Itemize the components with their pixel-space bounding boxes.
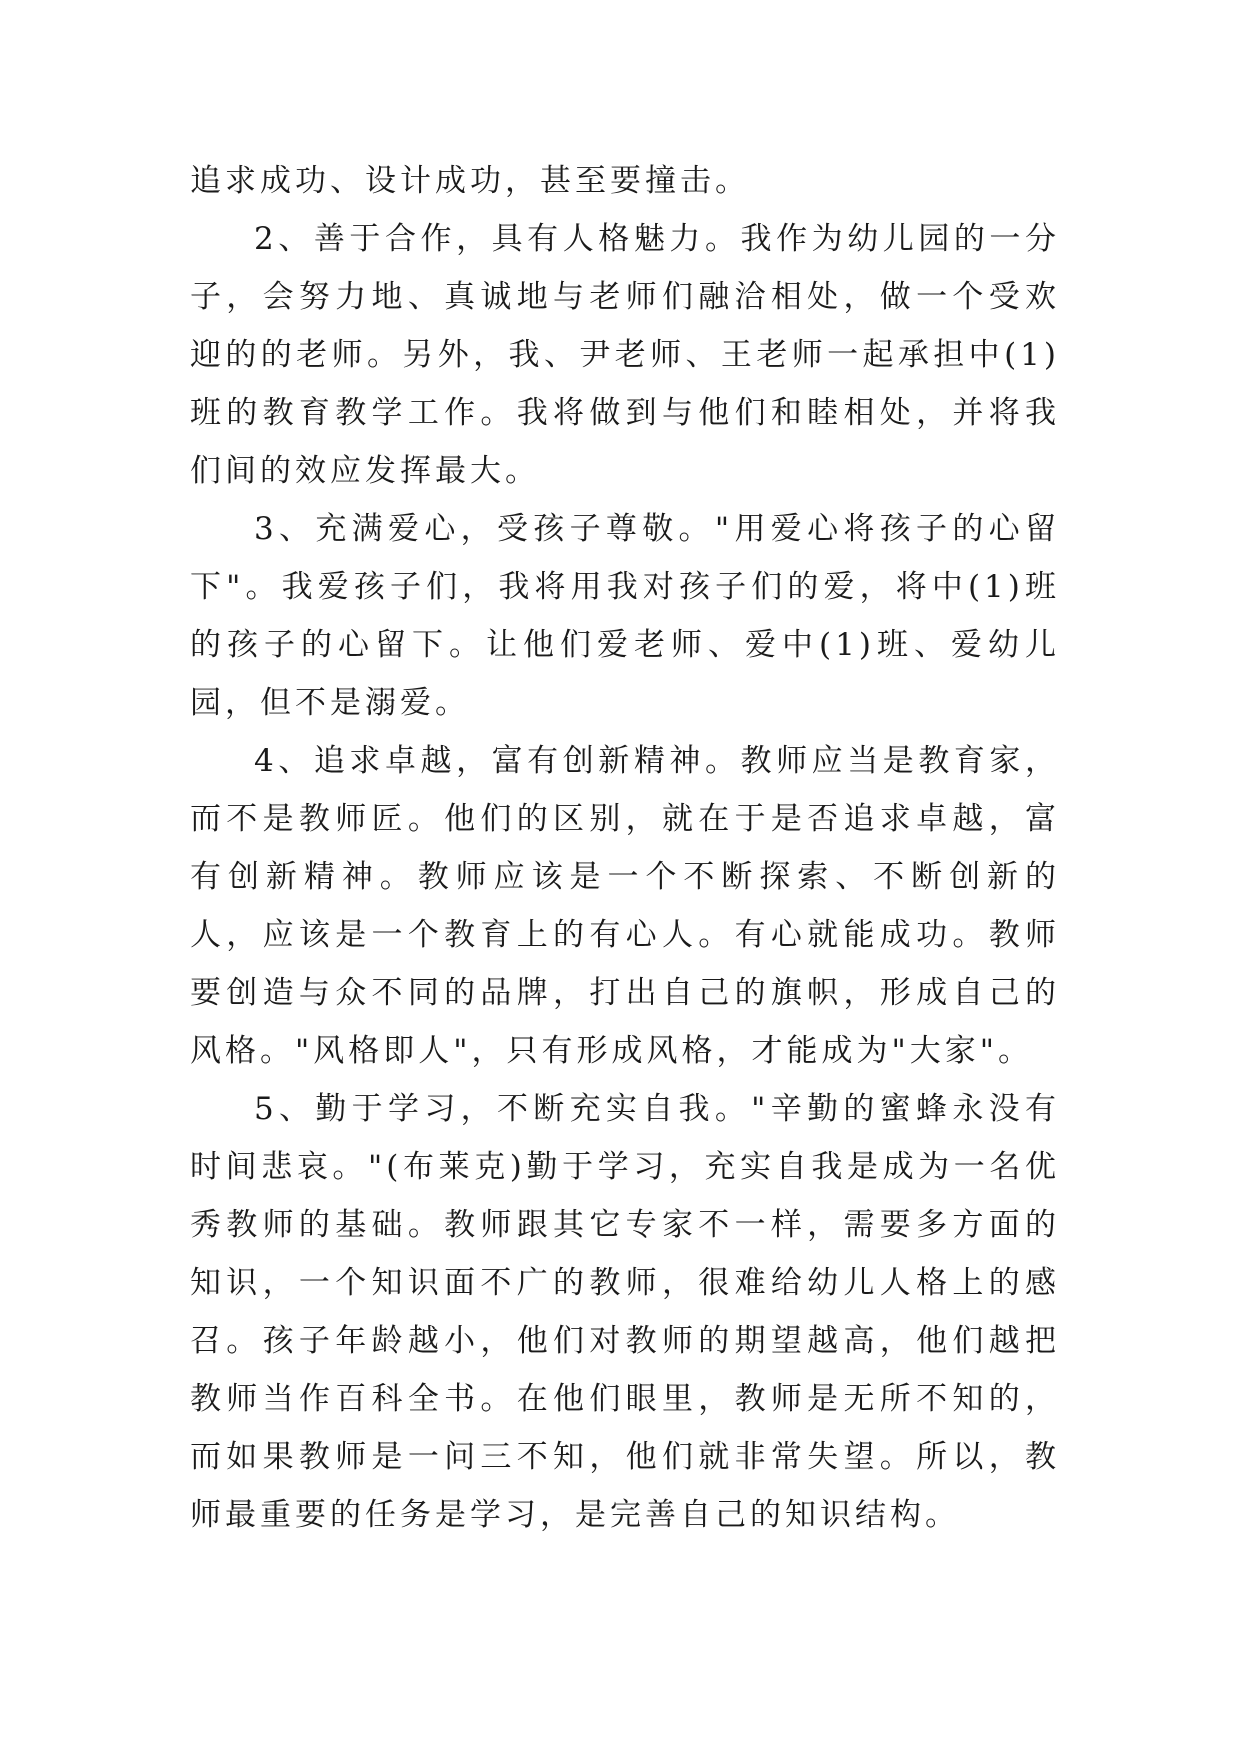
paragraph-innovation: 4、追求卓越，富有创新精神。教师应当是教育家，而不是教师匠。他们的区别，就在于是否追求卓越，富有创新精神。教师应该是一个不断探索、不断创新的人，应该是一个教育上的有心人。有心就能成功。教师要创造与众不同的品牌，打出自己的旗帜，形成自己的风格。"风格即人"，只有形成风格，才能成为"大家"。 (190, 743, 1060, 1069)
document-body (190, 152, 1060, 1544)
paragraph-love: 3、充满爱心，受孩子尊敬。"用爱心将孩子的心留下"。我爱孩子们，我将用我对孩子们的爱，将中(1)班的孩子的心留下。让他们爱老师、爱中(1)班、爱幼儿园，但不是溺爱。 (190, 511, 1060, 721)
paragraph-cooperation: 2、善于合作，具有人格魅力。我作为幼儿园的一分子，会努力地、真诚地与老师们融洽相处，做一个受欢迎的的老师。另外，我、尹老师、王老师一起承担中(1)班的教育教学工作。我将做到与他们和睦相处，并将我们间的效应发挥最大。 (190, 221, 1060, 489)
paragraph-learning: 5、勤于学习，不断充实自我。"辛勤的蜜蜂永没有时间悲哀。"(布莱克)勤于学习，充实自我是成为一名优秀教师的基础。教师跟其它专家不一样，需要多方面的知识，一个知识面不广的教师，很难给幼儿人格上的感召。孩子年龄越小，他们对教师的期望越高，他们越把教师当作百科全书。在他们眼里，教师是无所不知的，而如果教师是一问三不知，他们就非常失望。所以，教师最重要的任务是学习，是完善自己的知识结构。 (190, 1091, 1060, 1533)
paragraph-continuation: 追求成功、设计成功，甚至要撞击。 (190, 163, 750, 199)
